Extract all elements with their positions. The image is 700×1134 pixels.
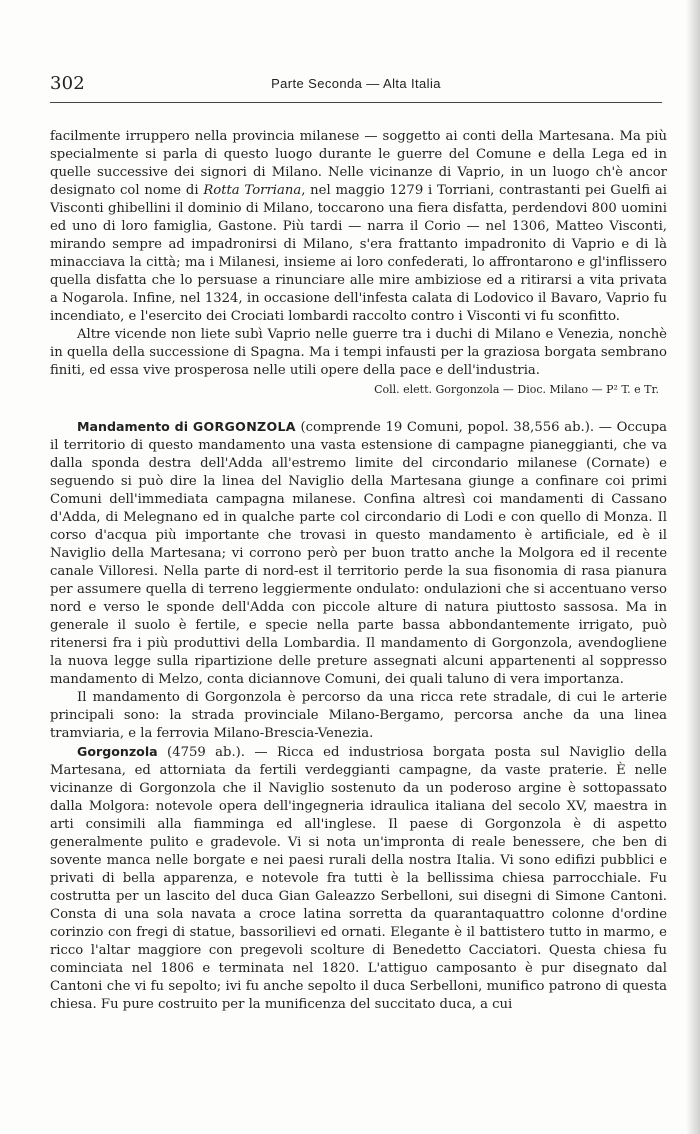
- page-header: [50, 74, 662, 96]
- mandamento-paragraph: [50, 418, 667, 689]
- header-rule: [50, 102, 662, 103]
- vaprio-later-paragraph: Altre vicende non liete subì Vaprio nelle guerre tra i duchi di Milano e Venezia, nonchè in quella della successione di Spagna. Ma i tempi infausti per la graziosa borgata sembrano finiti, ed essa vive prosperosa nelle utili opere della pace e dell'industria.: [50, 327, 667, 378]
- vaprio-history-paragraph: [50, 128, 667, 326]
- page-number: 302: [50, 73, 85, 94]
- mandamento-text: (comprende 19 Comuni, popol. 38,556 ab.). — Occupa il territorio di questo mandamento una vasta estensione di campagne pianeggianti, che va dalla sponda destra dell'Adda all'estremo limite del circondario milanese (Cornate) e seguendo si può dire la linea del Naviglio della Martesana giunge a confinare coi primi Comuni dell'immediata campagna milanese. Confina altresì coi mandamenti di Cassano d'Adda, di Melegnano ed in qualche parte col circondario di Lodi e con quello di Monza. Il corso d'acqua più importante che trovasi in questo mandamento è artificiale, ed è il Naviglio della Martesana; vi corrono però per buon tratto anche la Molgora ed il recente canale Villoresi. Nella parte di nord-est il territorio perde la sua fisonomia di rasa pianura per assumere quella di terreno leggiermente ondulato: ondulazioni che si accentuano verso nord e verso le sponde dell'Adda con piccole alture di natura piuttosto sassosa. Ma in generale il suolo è fertile, e specie nella parte bassa abbondantemente irrigato, può ritenersi fra i più produttivi della Lombardia. Il mandamento di Gorgonzola, avendogliene la nuova legge sulla ripartizione delle preture assegnati alcuni appartenenti al soppresso mandamento di Melzo, conta diciannove Comuni, dei quali taluno di vera importanza.: [50, 420, 667, 687]
- paragraph-text: facilmente irruppero nella provincia milanese — soggetto ai conti della Martesana. Ma più specialmente si parla di questo luogo durante le guerre del Comune e della Lega ed in quelle successive dei signori di Milano. Nelle vicinanze di Vaprio, in un luogo ch'è ancor designato col nome di: [50, 129, 667, 198]
- page-edge-shadow: [686, 0, 700, 1134]
- section-title-prefix: Mandamento di: [77, 419, 193, 434]
- running-head: Parte Seconda — Alta Italia: [271, 76, 441, 91]
- body-text: [50, 128, 667, 1014]
- electoral-credit-line: Coll. elett. Gorgonzola — Dioc. Milano — P² T. e Tr.: [374, 383, 659, 396]
- section-title-name: GORGONZOLA: [192, 419, 296, 434]
- italic-place-name: Rotta Torriana: [203, 183, 302, 198]
- gorgonzola-text: (4759 ab.). — Ricca ed industriosa borgata posta sul Naviglio della Martesana, ed attorniata da fertili verdeggianti campagne, da vaste praterie. È nelle vicinanze di Gorgonzola che il Naviglio sostenuto da un poderoso argine è sottopassato dalla Molgora: notevole opera dell'ingegneria idraulica italiana del secolo XV, maestra in arti consimili alla fiamminga ed all'inglese. Il paese di Gorgonzola è di aspetto generalmente pulito e gradevole. Vi si nota un'impronta di reale benessere, che ben di sovente manca nelle borgate e nei paesi rurali della nostra Italia. Vi sono edifizi pubblici e privati di bella apparenza, e notevole fra tutti è la bellissima chiesa parrocchiale. Fu costrutta per un lascito del duca Gian Galeazzo Serbelloni, sui disegni di Simone Cantoni. Consta di una sola navata a croce latina sorretta da quarantaquattro colonne d'ordine corinzio con fregi di statue, bassorilievi ed ornati. Elegante è il battistero tutto in marmo, e ricco l'altar maggiore con pregevoli scolture di Benedetto Cacciatori. Questa chiesa fu cominciata nel 1806 e terminata nel 1820. L'attiguo camposanto è pur disegnato dal Cantoni che vi fu sepolto; ivi fu anche sepolto il duca Serbelloni, munifico patrono di questa chiesa. Fu pure costruito per la munificenza del succitato duca, a cui: [50, 745, 667, 1012]
- road-network-paragraph: Il mandamento di Gorgonzola è percorso da una ricca rete stradale, di cui le arterie principali sono: la strada provinciale Milano-Bergamo, percorsa anche da una linea tramviaria, e la ferrovia Milano-Brescia-Venezia.: [50, 690, 667, 741]
- entry-name: Gorgonzola: [77, 744, 158, 759]
- gorgonzola-paragraph: [50, 743, 667, 1014]
- paragraph-text-continued: , nel maggio 1279 i Torriani, contrastanti pei Guelfi ai Visconti ghibellini il dominio di Milano, toccarono una fiera disfatta, perdendovi 800 uomini ed uno di loro famiglia, Gastone. Più tardi — narra il Corio — nel 1306, Matteo Visconti, mirando sempre ad impadronirsi di Milano, s'era frattanto impadronito di Vaprio e di là minacciava la città; ma i Milanesi, insieme ai loro confederati, lo affrontarono e gl'inflissero quella disfatta che lo persuase a rinunciare alle mire ambiziose ed a ritirarsi a vita privata a Nogarola. Infine, nel 1324, in occasione dell'infesta calata di Lodovico il Bavaro, Vaprio fu incendiato, e l'esercito dei Crociati lombardi raccolto contro i Visconti vi fu sconfitto.: [50, 183, 668, 324]
